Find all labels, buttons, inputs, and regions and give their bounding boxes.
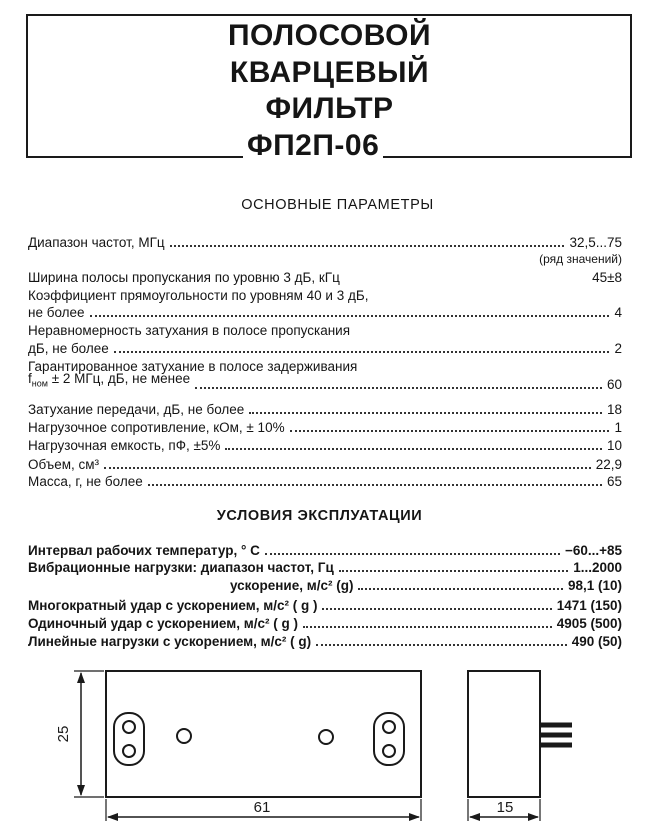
param-value: 45±8 (592, 270, 622, 285)
height-arrow-bottom (77, 785, 85, 796)
height-label: 25 (55, 725, 72, 743)
cond-temperature (28, 542, 622, 559)
leader-dots (303, 626, 552, 628)
title-line-1: ПОЛОСОВОЙ (227, 19, 432, 52)
param-value: 32,5...75 (569, 235, 622, 250)
leader-dots (358, 588, 563, 590)
param-load-capacitance (28, 437, 622, 454)
cond-value: 4905 (500) (556, 616, 622, 631)
right-mount-hole-bottom (383, 745, 395, 757)
cond-label: Интервал рабочих температур, ° С (28, 543, 260, 558)
param-mass (28, 473, 622, 490)
param-label: Объем, см³ (28, 457, 100, 472)
cond-value: 98,1 (10) (567, 578, 622, 593)
param-value: 60 (606, 377, 622, 392)
param-label: Затухание передачи, дБ, не более (28, 402, 245, 417)
cond-linear-load (28, 633, 622, 650)
operating-conditions-heading: УСЛОВИЯ ЭКСПЛУАТАЦИИ (216, 508, 423, 524)
stopband-label-rest: ± 2 МГц, дБ, не менее (51, 371, 191, 387)
cond-label: Вибрационные нагрузки: диапазон частот, Гц (28, 560, 334, 575)
param-value: 10 (606, 438, 622, 453)
leader-dots (249, 412, 602, 414)
right-mount-hole-top (383, 721, 395, 733)
leader-dots (316, 644, 567, 646)
model-number: ФП2П-06 (243, 131, 383, 161)
leader-dots (104, 467, 591, 469)
leader-dots (195, 387, 602, 389)
cond-vibration (28, 559, 622, 576)
param-load-resistance (28, 419, 622, 436)
param-label: Ширина полосы пропускания по уровню 3 дБ, кГц (28, 270, 340, 285)
leader-dots (90, 315, 610, 317)
leader-dots (339, 570, 568, 572)
cond-multiple-shock (28, 597, 622, 614)
param-value: 1 (614, 420, 622, 435)
param-frequency-range (28, 234, 622, 251)
f-symbol: f (28, 371, 32, 387)
length-arrow-right (409, 813, 420, 821)
param-label: Диапазон частот, МГц (28, 235, 165, 250)
param-value: 22,9 (595, 457, 622, 472)
param-value: 18 (606, 402, 622, 417)
param-ripple-label-1: Неравномерность затухания в полосе пропускания (28, 323, 351, 338)
cond-value: −60...+85 (564, 543, 622, 558)
width-arrow-right (528, 813, 539, 821)
leader-dots (170, 245, 565, 247)
cond-label: Одиночный удар с ускорением, м/с² ( g ) (28, 616, 298, 631)
title-line-2: КВАРЦЕВЫЙ (229, 56, 430, 89)
nom-subscript: ном (31, 379, 48, 389)
param-ripple (28, 340, 622, 357)
width-arrow-left (469, 813, 480, 821)
main-parameters-heading: ОСНОВНЫЕ ПАРАМЕТРЫ (241, 197, 434, 213)
param-stopband-label-1: Гарантированное затухание в полосе задерживания (28, 359, 358, 374)
param-shape-factor-label-1: Коэффициент прямоугольности по уровням 40 и 3 дБ, (28, 288, 369, 303)
cond-value: 490 (50) (571, 634, 622, 649)
param-value: 2 (614, 341, 622, 356)
left-mount-hole-top (123, 721, 135, 733)
param-label (28, 370, 190, 393)
center-hole-left (177, 729, 191, 743)
leader-dots (265, 553, 560, 555)
param-stopband (28, 371, 622, 393)
param-label: Нагрузочное сопротивление, кОм, ± 10% (28, 420, 285, 435)
cond-vibration-accel (230, 577, 622, 594)
cond-label: ускорение, м/с² (g) (230, 578, 354, 593)
param-label: не более (28, 305, 85, 320)
leader-dots (322, 608, 551, 610)
cond-single-shock (28, 615, 622, 632)
title-line-3: ФИЛЬТР (265, 92, 394, 125)
frequency-range-note: (ряд значений) (539, 252, 622, 266)
param-bandwidth (28, 269, 622, 286)
param-label: Нагрузочная емкость, пФ, ±5% (28, 438, 221, 453)
leader-dots (345, 280, 587, 282)
height-arrow-top (77, 672, 85, 683)
length-arrow-left (107, 813, 118, 821)
param-insertion-loss (28, 401, 622, 418)
param-shape-factor (28, 304, 622, 321)
param-label: Масса, г, не более (28, 474, 143, 489)
leader-dots (148, 484, 602, 486)
cond-value: 1471 (150) (556, 598, 622, 613)
cond-label: Многократный удар с ускорением, м/с² ( g ) (28, 598, 318, 613)
dimension-drawing (0, 655, 651, 836)
length-label: 61 (253, 799, 271, 816)
left-mount-hole-bottom (123, 745, 135, 757)
leader-dots (114, 351, 610, 353)
param-label: дБ, не более (28, 341, 109, 356)
side-view-body (468, 671, 540, 797)
param-value: 65 (606, 474, 622, 489)
param-volume (28, 456, 622, 473)
cond-value: 1...2000 (573, 560, 622, 575)
leader-dots (290, 430, 610, 432)
cond-label: Линейные нагрузки с ускорением, м/с² ( g) (28, 634, 312, 649)
center-hole-right (319, 730, 333, 744)
param-value: 4 (614, 305, 622, 320)
leader-dots (225, 448, 602, 450)
width-label: 15 (496, 799, 514, 816)
